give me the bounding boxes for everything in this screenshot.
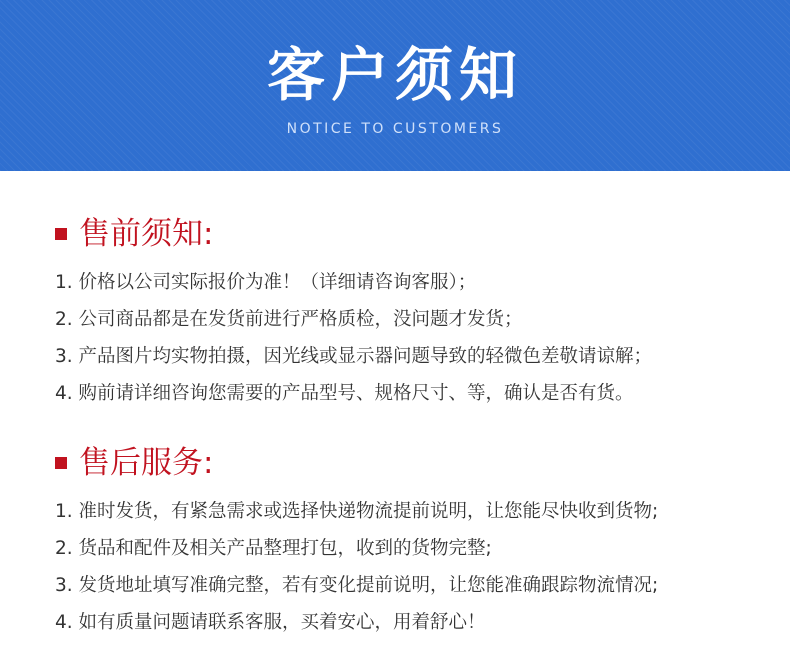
pre-sale-heading bbox=[55, 214, 213, 254]
after-sale-heading-text: 售后服务: bbox=[79, 445, 214, 481]
pre-sale-item-2: 2. 公司商品都是在发货前进行严格质检，没问题才发货； bbox=[55, 309, 523, 330]
square-bullet-icon bbox=[55, 457, 67, 469]
after-sale-item-3: 3. 发货地址填写准确完整，若有变化提前说明，让您能准确跟踪物流情况; bbox=[55, 575, 659, 596]
after-sale-item-2: 2. 货品和配件及相关产品整理打包，收到的货物完整; bbox=[55, 538, 492, 559]
after-sale-item-4: 4. 如有质量问题请联系客服，买着安心，用着舒心！ bbox=[55, 612, 486, 633]
pre-sale-heading-text: 售前须知: bbox=[79, 216, 214, 252]
after-sale-heading bbox=[55, 443, 213, 483]
page-title: 客户须知 bbox=[266, 41, 523, 109]
after-sale-item-1: 1. 准时发货，有紧急需求或选择快递物流提前说明，让您能尽快收到货物; bbox=[55, 501, 659, 522]
square-bullet-icon bbox=[55, 228, 67, 240]
pre-sale-item-4: 4. 购前请详细咨询您需要的产品型号、规格尺寸、等，确认是否有货。 bbox=[55, 383, 634, 404]
page-subtitle: NOTICE TO CUSTOMERS bbox=[286, 121, 504, 137]
header-banner bbox=[0, 0, 790, 171]
pre-sale-item-1: 1. 价格以公司实际报价为准！（详细请咨询客服）； bbox=[55, 272, 477, 293]
pre-sale-item-3: 3. 产品图片均实物拍摄，因光线或显示器问题导致的轻微色差敬请谅解； bbox=[55, 346, 653, 367]
